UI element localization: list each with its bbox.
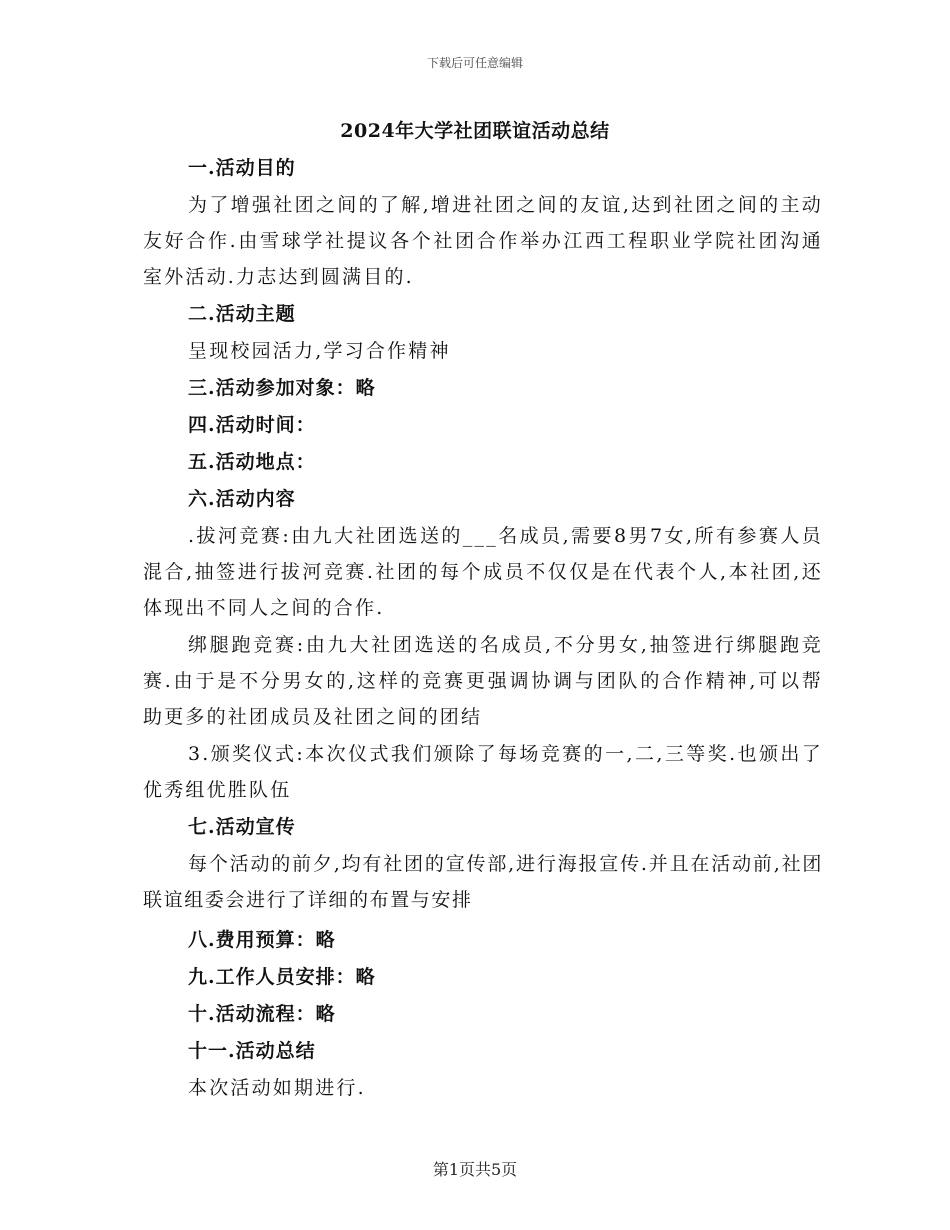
section-heading-content: 六.活动内容 (188, 488, 296, 510)
section-heading-location: 五.活动地点： (188, 451, 316, 473)
document-body (143, 150, 823, 1107)
section-text-summary: 本次活动如期进行. (188, 1077, 366, 1099)
content-item-award-ceremony: 3.颁奖仪式:本次仪式我们颁除了每场竞赛的一,二,三等奖.也颁出了优秀组优胜队伍 (143, 743, 823, 801)
document-title: 2024年大学社团联谊活动总结 (340, 120, 610, 142)
section-text-purpose: 为了增强社团之间的了解,增进社团之间的友谊,达到社团之间的主动友好合作.由雪球学社提议各个社团合作举办江西工程职业学院社团沟通室外活动.力志达到圆满目的. (143, 194, 823, 288)
section-text-theme: 呈现校园活力,学习合作精神 (188, 340, 451, 362)
section-text-publicity: 每个活动的前夕,均有社团的宣传部,进行海报宣传.并且在活动前,社团联谊组委会进行了详细的布置与安排 (143, 853, 823, 911)
section-heading-time: 四.活动时间： (188, 414, 316, 436)
section-heading-theme: 二.活动主题 (188, 303, 296, 325)
content-item-three-legged-race: 绑腿跑竞赛:由九大社团选送的名成员,不分男女,抽签进行绑腿跑竞赛.由于是不分男女的,这样的竞赛更强调协调与团队的合作精神,可以帮助更多的社团成员及社团之间的团结 (143, 634, 823, 728)
section-heading-summary: 十一.活动总结 (188, 1040, 316, 1062)
section-heading-purpose: 一.活动目的 (188, 157, 296, 179)
section-heading-publicity: 七.活动宣传 (188, 816, 296, 838)
section-heading-process: 十.活动流程：略 (188, 1003, 336, 1025)
content-item-tug-of-war: .拔河竞赛:由九大社团选送的___名成员,需要8男7女,所有参赛人员混合,抽签进行拔河竞赛.社团的每个成员不仅仅是在代表个人,本社团,还体现出不同人之间的合作. (143, 525, 823, 619)
section-heading-budget: 八.费用预算：略 (188, 929, 336, 951)
section-heading-participants: 三.活动参加对象：略 (188, 377, 376, 399)
page-number-footer: 第1页共5页 (432, 1160, 518, 1179)
header-note: 下载后可任意编辑 (426, 56, 523, 70)
section-heading-staff: 九.工作人员安排：略 (188, 966, 376, 988)
